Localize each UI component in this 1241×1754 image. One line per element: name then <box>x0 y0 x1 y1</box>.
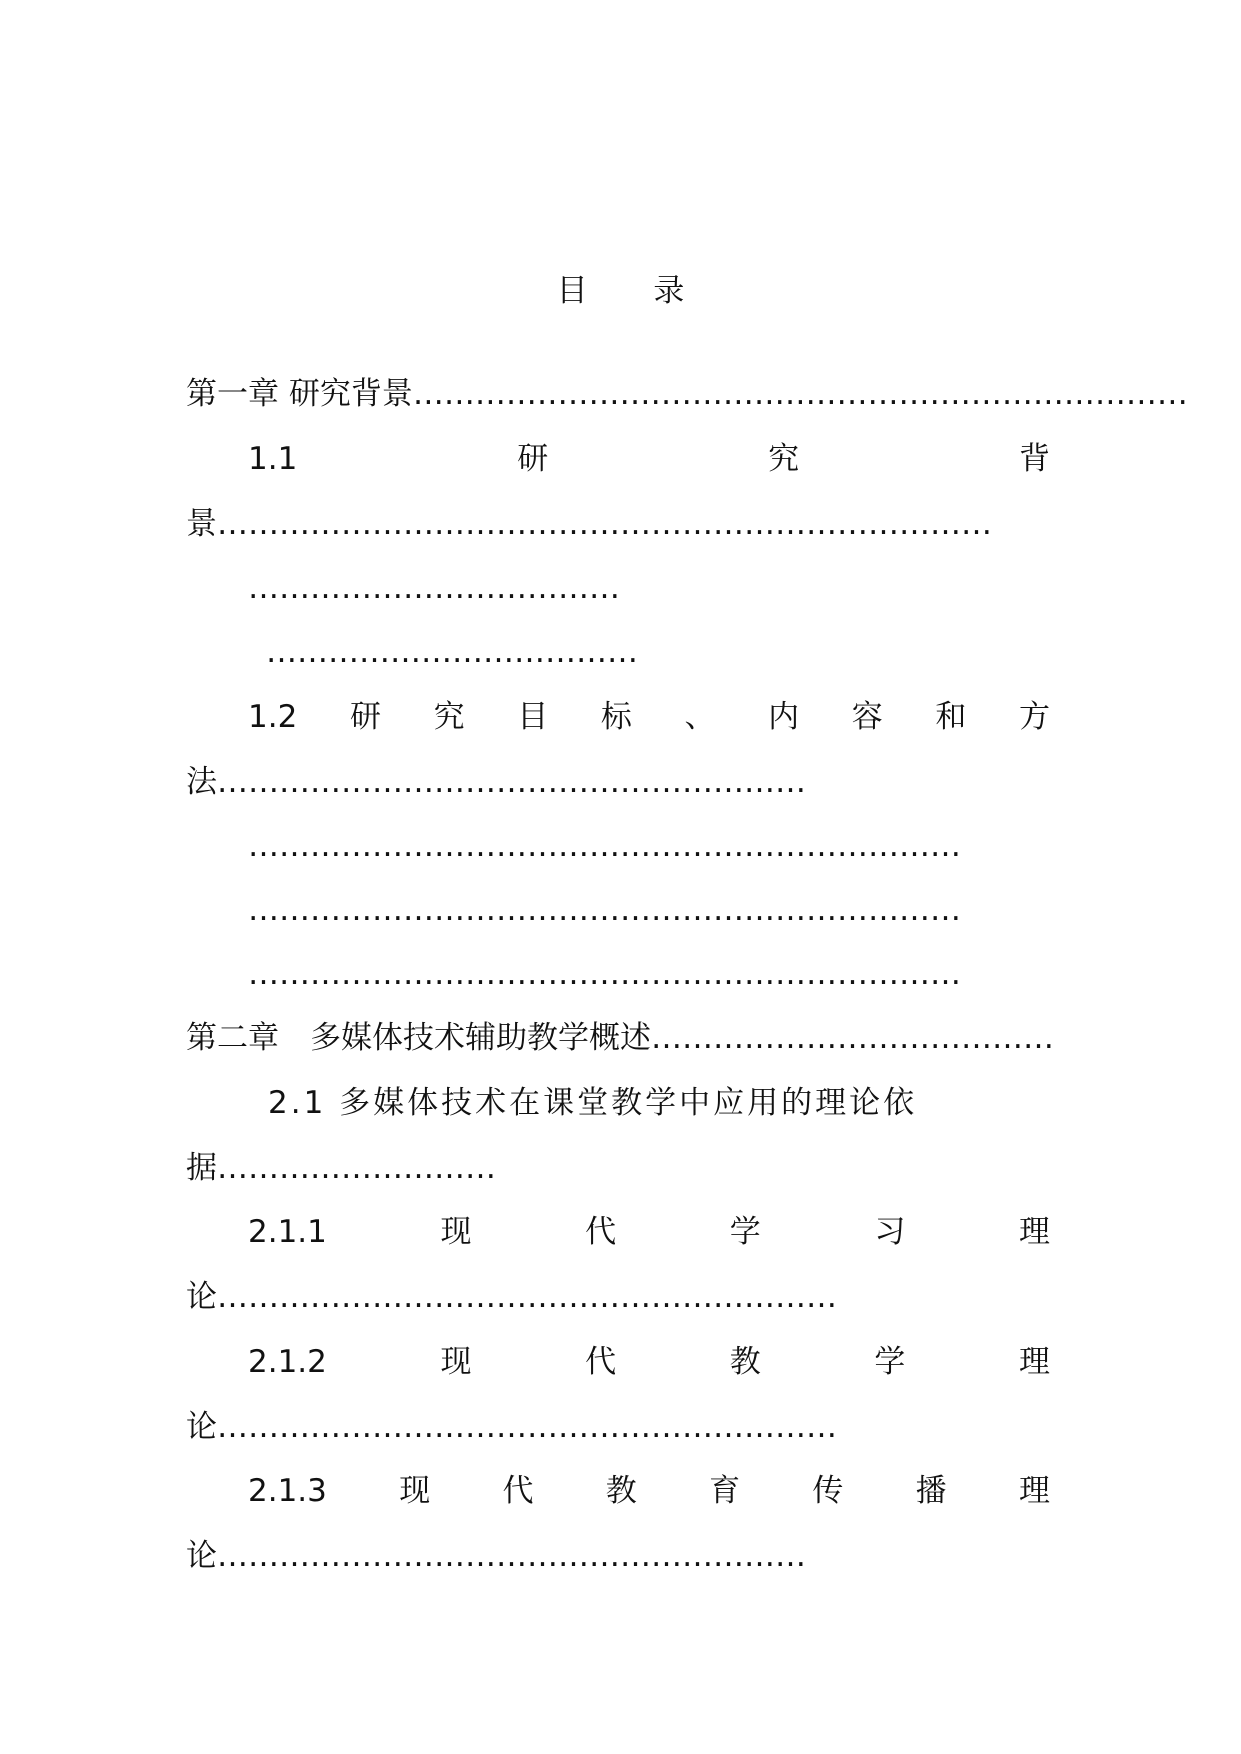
entry-char: 习 <box>874 1214 906 1250</box>
entry-char: 学 <box>729 1214 761 1250</box>
section-number: 2.1.3 <box>248 1473 327 1509</box>
entry-label: 法 <box>186 764 217 800</box>
toc-entry-chapter-2[interactable] <box>186 1020 1054 1056</box>
toc-dot-line: ……………………………… <box>248 570 620 606</box>
section-number: 1.2 <box>248 699 298 735</box>
entry-label: 据 <box>186 1150 217 1186</box>
entry-char: 内 <box>768 699 800 735</box>
entry-char: 标 <box>600 699 632 735</box>
toc-title: 目 录 <box>556 273 713 309</box>
leader-dots: ………………………………………………… <box>217 1538 806 1574</box>
toc-entry-2-1-2[interactable] <box>248 1344 1050 1380</box>
entry-char: 和 <box>935 699 967 735</box>
toc-entry-2-1-1[interactable] <box>248 1214 1050 1250</box>
leader-dots: …………………………………………………… <box>217 1279 837 1315</box>
entry-char: 方 <box>1018 699 1050 735</box>
entry-char: 研 <box>517 441 549 477</box>
leader-dots: ………………………………………………………………… <box>412 376 1188 412</box>
entry-char: 现 <box>440 1214 472 1250</box>
leader-dots: ………………………………………………… <box>217 764 806 800</box>
entry-char: 理 <box>1018 1214 1050 1250</box>
toc-entry-2-1-3[interactable] <box>248 1473 1050 1509</box>
entry-char: 育 <box>709 1473 741 1509</box>
entry-label: 论 <box>186 1409 217 1445</box>
entry-char: 理 <box>1018 1473 1050 1509</box>
entry-char: 教 <box>729 1344 761 1380</box>
entry-char: 、 <box>684 699 716 735</box>
entry-label: 论 <box>186 1538 217 1574</box>
toc-entry-2-1[interactable]: 2.1 多媒体技术在课堂教学中应用的理论依 <box>268 1085 918 1121</box>
entry-char: 学 <box>874 1344 906 1380</box>
toc-entry-1-1[interactable] <box>248 441 1050 477</box>
toc-dot-line: ……………………………… <box>266 634 638 670</box>
entry-char: 现 <box>440 1344 472 1380</box>
toc-entry-chapter-1[interactable] <box>186 376 1188 412</box>
entry-label: 论 <box>186 1279 217 1315</box>
entry-char: 播 <box>915 1473 947 1509</box>
entry-label: 第一章 研究背景 <box>186 376 413 412</box>
toc-dot-line: …………………………………………………………… <box>248 956 961 992</box>
section-number: 1.1 <box>248 441 298 477</box>
section-number: 2.1.2 <box>248 1344 327 1380</box>
section-number: 2.1.1 <box>248 1214 327 1250</box>
entry-char: 背 <box>1018 441 1050 477</box>
entry-char: 传 <box>812 1473 844 1509</box>
leader-dots: ……………………… <box>217 1150 496 1186</box>
entry-label: 第二章 多媒体技术辅助教学概述 <box>186 1020 651 1056</box>
entry-char: 现 <box>399 1473 431 1509</box>
entry-char: 目 <box>517 699 549 735</box>
entry-char: 究 <box>433 699 465 735</box>
leader-dots: …………………………………………………… <box>217 1409 837 1445</box>
leader-dots: ………………………………………………………………… <box>217 506 992 542</box>
toc-entry-1-2[interactable] <box>248 699 1050 735</box>
entry-char: 代 <box>502 1473 534 1509</box>
toc-entry-2-1-continuation[interactable] <box>186 1150 496 1186</box>
entry-label: 景 <box>186 506 217 542</box>
entry-char: 教 <box>605 1473 637 1509</box>
toc-entry-2-1-3-continuation[interactable] <box>186 1538 806 1574</box>
leader-dots: ………………………………… <box>651 1020 1054 1056</box>
entry-char: 理 <box>1018 1344 1050 1380</box>
toc-dot-line: …………………………………………………………… <box>248 828 961 864</box>
entry-char: 代 <box>585 1214 617 1250</box>
toc-entry-2-1-1-continuation[interactable] <box>186 1279 837 1315</box>
toc-entry-2-1-2-continuation[interactable] <box>186 1409 837 1445</box>
entry-char: 究 <box>768 441 800 477</box>
toc-entry-1-1-continuation[interactable] <box>186 506 992 542</box>
entry-char: 代 <box>585 1344 617 1380</box>
entry-char: 研 <box>349 699 381 735</box>
entry-char: 容 <box>851 699 883 735</box>
toc-dot-line: …………………………………………………………… <box>248 892 961 928</box>
toc-entry-1-2-continuation[interactable] <box>186 764 806 800</box>
